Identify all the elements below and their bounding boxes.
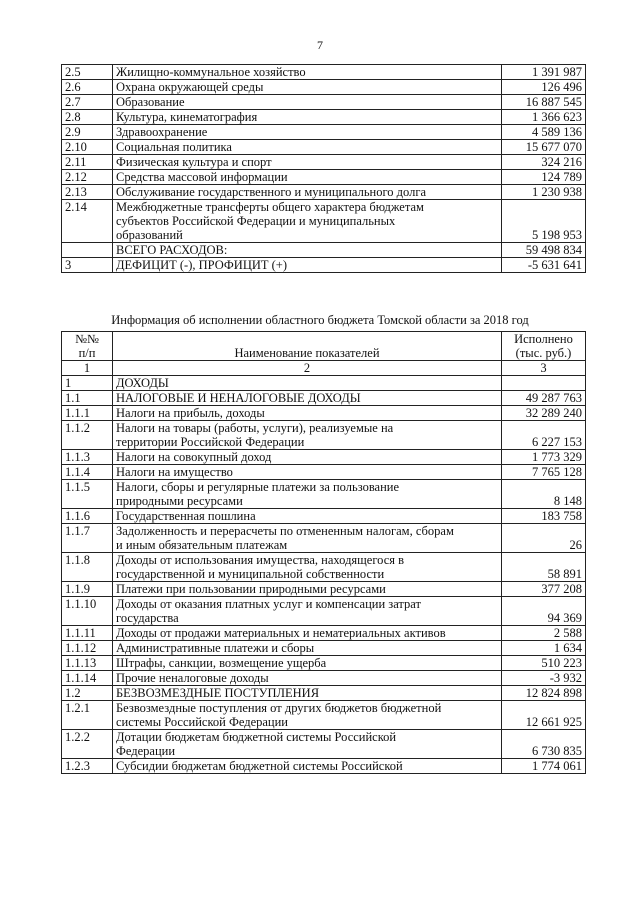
row-code: 1.1.14: [62, 671, 113, 686]
table-row: [62, 509, 586, 524]
row-name: Здравоохранение: [113, 125, 502, 140]
table-row: [62, 582, 586, 597]
row-value: 49 287 763: [502, 391, 586, 406]
row-value: 510 223: [502, 656, 586, 671]
row-value: 15 677 070: [502, 140, 586, 155]
row-name: Платежи при пользовании природными ресурсами: [113, 582, 502, 597]
row-code: 2.12: [62, 170, 113, 185]
row-name: Межбюджетные трансферты общего характера бюджетам субъектов Российской Федерации и муниципальных образований: [113, 200, 502, 243]
row-value: 6 730 835: [502, 730, 586, 759]
row-code: 2.14: [62, 200, 113, 243]
row-value: 4 589 136: [502, 125, 586, 140]
row-code: 1.2.1: [62, 701, 113, 730]
row-code: 2.5: [62, 65, 113, 80]
row-value: 2 588: [502, 626, 586, 641]
row-name: Дотации бюджетам бюджетной системы Российской Федерации: [113, 730, 502, 759]
row-name: Социальная политика: [113, 140, 502, 155]
row-code: 2.6: [62, 80, 113, 95]
row-value: 12 824 898: [502, 686, 586, 701]
table-row: [62, 185, 586, 200]
table-row: [62, 759, 586, 774]
row-name: Безвозмездные поступления от других бюджетов бюджетной системы Российской Федерации: [113, 701, 502, 730]
index-2: 2: [113, 361, 502, 376]
header-executed: Исполнено (тыс. руб.): [502, 332, 586, 361]
row-code: 1.1.9: [62, 582, 113, 597]
table-row: [62, 65, 586, 80]
row-code: 2.7: [62, 95, 113, 110]
row-code: [62, 243, 113, 258]
row-value: 6 227 153: [502, 421, 586, 450]
row-code: 3: [62, 258, 113, 273]
column-index-row: [62, 361, 586, 376]
row-name: Физическая культура и спорт: [113, 155, 502, 170]
row-value: 26: [502, 524, 586, 553]
row-value: 1 634: [502, 641, 586, 656]
table-row: [62, 450, 586, 465]
row-value: 58 891: [502, 553, 586, 582]
row-name: НАЛОГОВЫЕ И НЕНАЛОГОВЫЕ ДОХОДЫ: [113, 391, 502, 406]
row-code: 2.9: [62, 125, 113, 140]
row-value: 8 148: [502, 480, 586, 509]
row-name: Государственная пошлина: [113, 509, 502, 524]
table-row: [62, 597, 586, 626]
row-code: 1.1.1: [62, 406, 113, 421]
expenses-table: [61, 64, 586, 273]
row-name: Задолженность и перерасчеты по отмененным налогам, сборам и иным обязательным платежам: [113, 524, 502, 553]
row-code: 1.1: [62, 391, 113, 406]
table-row: [62, 110, 586, 125]
row-code: 2.10: [62, 140, 113, 155]
row-name: Штрафы, санкции, возмещение ущерба: [113, 656, 502, 671]
row-value: 59 498 834: [502, 243, 586, 258]
table-row: [62, 524, 586, 553]
row-name: Налоги на товары (работы, услуги), реализуемые на территории Российской Федерации: [113, 421, 502, 450]
row-value: 1 391 987: [502, 65, 586, 80]
table-row: [62, 553, 586, 582]
row-name: Налоги на прибыль, доходы: [113, 406, 502, 421]
table-row: [62, 421, 586, 450]
row-name: Средства массовой информации: [113, 170, 502, 185]
table-row: [62, 465, 586, 480]
table-row: [62, 641, 586, 656]
table-row: [62, 80, 586, 95]
row-value: [502, 376, 586, 391]
row-name: Субсидии бюджетам бюджетной системы Российской: [113, 759, 502, 774]
row-code: 2.8: [62, 110, 113, 125]
row-name: Доходы от оказания платных услуг и компенсации затрат государства: [113, 597, 502, 626]
row-name: Налоги на совокупный доход: [113, 450, 502, 465]
row-code: 1.1.8: [62, 553, 113, 582]
row-name: БЕЗВОЗМЕЗДНЫЕ ПОСТУПЛЕНИЯ: [113, 686, 502, 701]
row-code: 1.2: [62, 686, 113, 701]
header-number: №№ п/п: [62, 332, 113, 361]
row-name: Налоги, сборы и регулярные платежи за пользование природными ресурсами: [113, 480, 502, 509]
row-name: Прочие неналоговые доходы: [113, 671, 502, 686]
table-caption: Информация об исполнении областного бюджета Томской области за 2018 год: [111, 313, 529, 327]
table-row: [62, 480, 586, 509]
row-value: 12 661 925: [502, 701, 586, 730]
table-row: [62, 125, 586, 140]
index-1: 1: [62, 361, 113, 376]
row-name: Охрана окружающей среды: [113, 80, 502, 95]
row-name: Налоги на имущество: [113, 465, 502, 480]
row-code: 1.2.2: [62, 730, 113, 759]
row-value: 126 496: [502, 80, 586, 95]
row-code: 1.1.2: [62, 421, 113, 450]
page-number: 7: [317, 38, 323, 52]
row-value: 1 230 938: [502, 185, 586, 200]
row-value: 7 765 128: [502, 465, 586, 480]
row-name: ВСЕГО РАСХОДОВ:: [113, 243, 502, 258]
row-name: ДЕФИЦИТ (-), ПРОФИЦИТ (+): [113, 258, 502, 273]
row-code: 2.11: [62, 155, 113, 170]
row-value: 1 774 061: [502, 759, 586, 774]
row-name: Обслуживание государственного и муниципального долга: [113, 185, 502, 200]
table-row: [62, 686, 586, 701]
row-name: Жилищно-коммунальное хозяйство: [113, 65, 502, 80]
table-row: [62, 170, 586, 185]
row-value: -3 932: [502, 671, 586, 686]
row-name: ДОХОДЫ: [113, 376, 502, 391]
row-code: 1.1.12: [62, 641, 113, 656]
header-name: Наименование показателей: [113, 332, 502, 361]
row-name: Административные платежи и сборы: [113, 641, 502, 656]
row-code: 1: [62, 376, 113, 391]
table-row: [62, 243, 586, 258]
table-row: [62, 376, 586, 391]
row-code: 1.1.13: [62, 656, 113, 671]
table-row: [62, 406, 586, 421]
row-value: 5 198 953: [502, 200, 586, 243]
table-row: [62, 626, 586, 641]
row-value: 377 208: [502, 582, 586, 597]
row-name: Доходы от продажи материальных и нематериальных активов: [113, 626, 502, 641]
row-value: 183 758: [502, 509, 586, 524]
row-code: 2.13: [62, 185, 113, 200]
header-row: [62, 332, 586, 361]
row-value: 32 289 240: [502, 406, 586, 421]
row-code: 1.1.7: [62, 524, 113, 553]
table-row: [62, 95, 586, 110]
table-row: [62, 155, 586, 170]
row-code: 1.1.4: [62, 465, 113, 480]
row-name: Образование: [113, 95, 502, 110]
table-row: [62, 200, 586, 243]
index-3: 3: [502, 361, 586, 376]
table-row: [62, 701, 586, 730]
row-value: -5 631 641: [502, 258, 586, 273]
table-row: [62, 656, 586, 671]
row-code: 1.1.10: [62, 597, 113, 626]
row-value: 1 366 623: [502, 110, 586, 125]
row-value: 1 773 329: [502, 450, 586, 465]
row-code: 1.1.6: [62, 509, 113, 524]
table-row: [62, 258, 586, 273]
budget-execution-table: [61, 331, 586, 774]
table-row: [62, 140, 586, 155]
row-code: 1.1.5: [62, 480, 113, 509]
row-value: 324 216: [502, 155, 586, 170]
row-code: 1.2.3: [62, 759, 113, 774]
table-row: [62, 671, 586, 686]
row-value: 124 789: [502, 170, 586, 185]
row-name: Доходы от использования имущества, находящегося в государственной и муниципальной собственности: [113, 553, 502, 582]
table-row: [62, 391, 586, 406]
row-name: Культура, кинематография: [113, 110, 502, 125]
row-code: 1.1.3: [62, 450, 113, 465]
table-row: [62, 730, 586, 759]
row-code: 1.1.11: [62, 626, 113, 641]
row-value: 16 887 545: [502, 95, 586, 110]
row-value: 94 369: [502, 597, 586, 626]
